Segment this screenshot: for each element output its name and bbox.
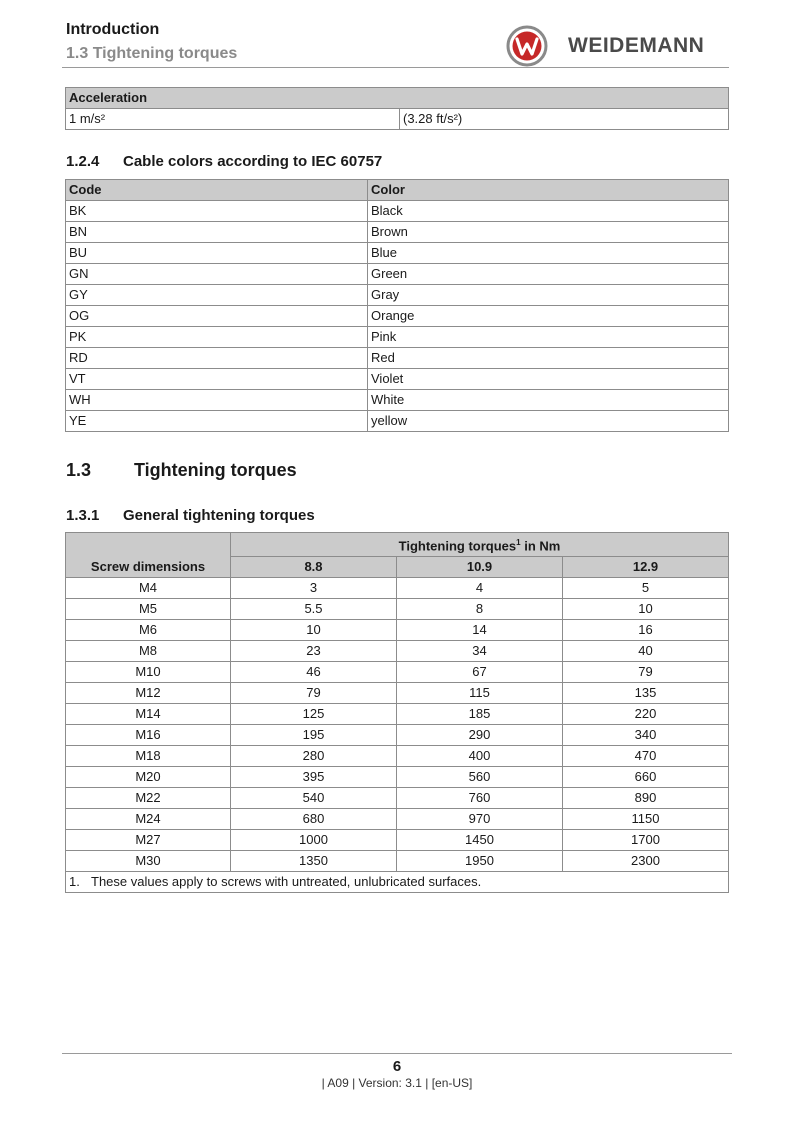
table-row [66,767,729,788]
torque-8-8-cell: 680 [231,809,397,830]
group-header-suffix: in Nm [520,538,561,554]
torque-8-8-cell: 125 [231,704,397,725]
table-row [66,411,729,432]
cable-code-cell: BN [66,222,368,243]
cable-code-cell: RD [66,348,368,369]
header-title: Introduction [66,21,160,38]
torque-12-9-cell: 890 [563,788,729,809]
acceleration-header: Acceleration [66,88,729,109]
torque-12-9-cell: 220 [563,704,729,725]
table-row [66,243,729,264]
chapter-title: Tightening torques [134,460,297,480]
table-row [66,222,729,243]
screw-size-cell: M10 [66,662,231,683]
screw-dimensions-header: Screw dimensions [66,533,231,578]
table-row [66,641,729,662]
acceleration-imperial: (3.28 ft/s²) [400,109,729,130]
weidemann-logo-icon [506,25,548,67]
torque-8-8-cell: 23 [231,641,397,662]
torque-10-9-cell: 1450 [397,830,563,851]
cable-color-cell: yellow [368,411,729,432]
brand-wordmark: WEIDEMANN [568,34,705,57]
table-row [66,746,729,767]
screw-size-cell: M16 [66,725,231,746]
cable-code-cell: PK [66,327,368,348]
table-row [66,306,729,327]
torque-8-8-cell: 79 [231,683,397,704]
torque-10-9-cell: 290 [397,725,563,746]
cable-color-cell: Gray [368,285,729,306]
chapter-heading [66,460,297,481]
table-row [66,851,729,872]
screw-size-cell: M4 [66,578,231,599]
torque-8-8-cell: 3 [231,578,397,599]
footer-divider [62,1053,732,1054]
table-row [66,348,729,369]
table-row [66,809,729,830]
version-info: | A09 | Version: 3.1 | [en-US] [321,1076,473,1090]
torque-10-9-cell: 185 [397,704,563,725]
screw-size-cell: M30 [66,851,231,872]
section-number: 1.2.4 [66,153,100,170]
table-row [66,662,729,683]
cable-code-cell: WH [66,390,368,411]
cable-color-cell: Green [368,264,729,285]
header-subtitle: 1.3 Tightening torques [66,45,238,62]
torque-8-8-cell: 1000 [231,830,397,851]
torque-8-8-cell: 280 [231,746,397,767]
footnote-number: 1. [69,874,80,890]
cable-code-cell: YE [66,411,368,432]
cable-code-cell: VT [66,369,368,390]
screw-size-cell: M27 [66,830,231,851]
screw-size-cell: M24 [66,809,231,830]
torque-8-8-cell: 46 [231,662,397,683]
torque-12-9-cell: 2300 [563,851,729,872]
chapter-number: 1.3 [66,460,92,480]
torque-10-9-cell: 760 [397,788,563,809]
grade-header: 10.9 [397,557,563,578]
torque-8-8-cell: 195 [231,725,397,746]
table-row [66,788,729,809]
header-divider [62,67,729,68]
torque-10-9-cell: 115 [397,683,563,704]
cable-code-cell: BU [66,243,368,264]
tightening-torques-group-header [231,533,729,557]
torque-12-9-cell: 340 [563,725,729,746]
general-torques-heading [66,507,315,524]
section-title: General tightening torques [123,507,315,524]
torque-10-9-cell: 4 [397,578,563,599]
table-row [66,683,729,704]
table-row [66,369,729,390]
torque-12-9-cell: 470 [563,746,729,767]
torque-8-8-cell: 5.5 [231,599,397,620]
cable-colors-heading [66,153,382,170]
table-row [66,578,729,599]
torque-12-9-cell: 135 [563,683,729,704]
screw-size-cell: M18 [66,746,231,767]
torque-10-9-cell: 970 [397,809,563,830]
cable-color-cell: Brown [368,222,729,243]
torque-8-8-cell: 395 [231,767,397,788]
torque-10-9-cell: 400 [397,746,563,767]
cable-color-cell: Orange [368,306,729,327]
table-row [66,725,729,746]
weidemann-logo [506,25,704,67]
cable-code-cell: OG [66,306,368,327]
torque-10-9-cell: 14 [397,620,563,641]
footnote-marker: 1 [516,538,521,547]
torque-12-9-cell: 5 [563,578,729,599]
cable-color-cell: Violet [368,369,729,390]
section-number: 1.3.1 [66,507,100,524]
table-row [66,704,729,725]
table-footnote [66,872,729,893]
column-header-color: Color [368,180,729,201]
screw-size-cell: M8 [66,641,231,662]
torque-10-9-cell: 34 [397,641,563,662]
table-row [66,201,729,222]
torque-12-9-cell: 660 [563,767,729,788]
screw-size-cell: M14 [66,704,231,725]
table-row [66,264,729,285]
screw-size-cell: M6 [66,620,231,641]
screw-size-cell: M22 [66,788,231,809]
torque-12-9-cell: 40 [563,641,729,662]
cable-color-cell: Red [368,348,729,369]
torque-10-9-cell: 1950 [397,851,563,872]
cable-color-cell: White [368,390,729,411]
cable-code-cell: GN [66,264,368,285]
cable-code-cell: GY [66,285,368,306]
section-title: Cable colors according to IEC 60757 [123,153,383,170]
torque-12-9-cell: 79 [563,662,729,683]
torque-10-9-cell: 560 [397,767,563,788]
cable-color-cell: Black [368,201,729,222]
footnote-row [66,872,729,893]
screw-size-cell: M12 [66,683,231,704]
screw-size-cell: M20 [66,767,231,788]
torque-12-9-cell: 10 [563,599,729,620]
grade-header: 8.8 [231,557,397,578]
torque-12-9-cell: 1700 [563,830,729,851]
torque-10-9-cell: 8 [397,599,563,620]
acceleration-metric: 1 m/s² [66,109,400,130]
table-row [66,327,729,348]
torque-12-9-cell: 16 [563,620,729,641]
tightening-torques-table [65,532,729,893]
cable-colors-table [65,179,729,432]
torque-10-9-cell: 67 [397,662,563,683]
table-row [66,285,729,306]
torque-8-8-cell: 10 [231,620,397,641]
torque-12-9-cell: 1150 [563,809,729,830]
footnote-text: These values apply to screws with untreated, unlubricated surfaces. [91,874,482,890]
group-header-text: Tightening torques [398,538,517,554]
cable-code-cell: BK [66,201,368,222]
table-row [66,599,729,620]
table-row [66,830,729,851]
table-row [66,620,729,641]
page-number: 6 [392,1058,402,1075]
screw-size-cell: M5 [66,599,231,620]
grade-header: 12.9 [563,557,729,578]
torque-8-8-cell: 540 [231,788,397,809]
table-row [66,390,729,411]
cable-color-cell: Blue [368,243,729,264]
cable-color-cell: Pink [368,327,729,348]
column-header-code: Code [66,180,368,201]
acceleration-table [65,87,729,130]
torque-8-8-cell: 1350 [231,851,397,872]
